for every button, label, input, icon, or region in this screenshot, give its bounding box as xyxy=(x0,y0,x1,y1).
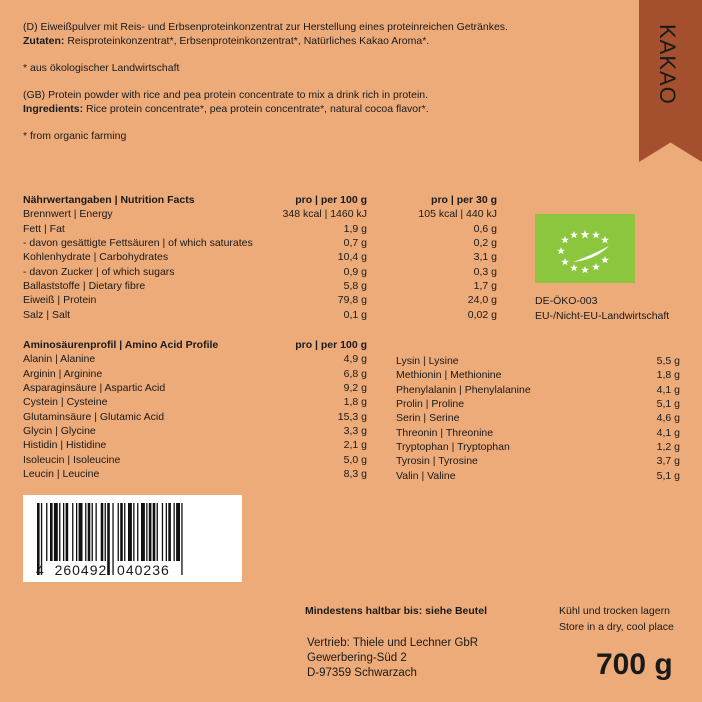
de-ingredients xyxy=(23,34,508,48)
amino-label: Glutaminsäure | Glutamic Acid xyxy=(23,410,165,423)
nutrition-header: Nährwertangaben | Nutrition Facts xyxy=(23,194,195,207)
table-row xyxy=(23,395,367,409)
nutrient-label: Salz | Salt xyxy=(23,308,71,321)
nutrient-per30: 3,1 g xyxy=(473,251,497,264)
nutrient-per100: 0,1 g xyxy=(343,308,367,321)
table-row xyxy=(23,279,497,293)
barcode-bar xyxy=(46,503,47,561)
barcode-bar xyxy=(120,503,123,561)
nutrient-per30: 105 kcal | 440 kJ xyxy=(418,208,497,221)
amino-label: Glycin | Glycine xyxy=(23,424,96,437)
table-row xyxy=(396,425,680,439)
storage-en: Store in a dry, cool place xyxy=(559,621,674,633)
de-ingredients-label: Zutaten: xyxy=(23,35,65,47)
nutrient-per100: 0,7 g xyxy=(343,237,367,250)
amino-header-row xyxy=(23,338,367,352)
distributor-line: Vertrieb: Thiele und Lechner GbR xyxy=(307,637,479,649)
barcode-bar xyxy=(181,503,182,575)
amino-label: Valin | Valine xyxy=(396,469,456,482)
best-before: Mindestens haltbar bis: siehe Beutel xyxy=(305,605,488,617)
amino-value: 9,2 g xyxy=(343,382,367,395)
nutrient-per30: 0,2 g xyxy=(473,237,497,250)
table-row xyxy=(396,411,680,425)
barcode-bar xyxy=(92,503,93,561)
barcode-bar xyxy=(101,503,104,561)
barcode-bar xyxy=(96,503,97,561)
barcode-bar xyxy=(141,503,145,561)
nutrient-per30: 0,02 g xyxy=(467,308,497,321)
nutrition-col-100g: pro | per 100 g xyxy=(295,194,367,207)
barcode-bar xyxy=(128,503,132,561)
nutrition-header-row xyxy=(23,193,497,207)
barcode-bar xyxy=(157,503,158,561)
barcode-bar xyxy=(174,503,175,561)
nutrient-label: Fett | Fat xyxy=(23,222,65,235)
amino-label: Alanin | Alanine xyxy=(23,353,96,366)
table-row xyxy=(396,368,680,382)
amino-value: 1,2 g xyxy=(656,440,680,453)
amino-value: 1,8 g xyxy=(343,396,367,409)
storage-de: Kühl und trocken lagern xyxy=(559,605,670,617)
amino-label: Phenylalanin | Phenylalanine xyxy=(396,383,531,396)
nutrition-col-30g: pro | per 30 g xyxy=(431,194,497,207)
barcode-digits: 4 260492 040236 xyxy=(36,562,170,578)
nutrient-label: Brennwert | Energy xyxy=(23,208,113,221)
net-weight: 700 g xyxy=(596,648,673,681)
table-row xyxy=(23,381,367,395)
amino-label: Tryptophan | Tryptophan xyxy=(396,440,510,453)
nutrient-per100: 0,9 g xyxy=(343,265,367,278)
table-row xyxy=(23,452,367,466)
amino-label: Isoleucin | Isoleucine xyxy=(23,453,121,466)
table-row xyxy=(396,383,680,397)
nutrient-per100: 1,9 g xyxy=(343,222,367,235)
table-row xyxy=(23,222,497,236)
barcode-bar xyxy=(66,503,69,561)
amino-value: 6,8 g xyxy=(343,367,367,380)
gb-ingredients-text: Rice protein concentrate*, pea protein concentrate*, natural cocoa flavor*. xyxy=(83,103,429,115)
nutrient-per100: 79,8 g xyxy=(337,294,367,307)
table-row xyxy=(23,438,367,452)
distributor-line: Gewerbering-Süd 2 xyxy=(307,652,407,664)
amino-label: Histidin | Histidine xyxy=(23,439,107,452)
de-description: (D) Eiweißpulver mit Reis- und Erbsenproteinkonzentrat zur Herstellung eines proteinreichen Getränkes. xyxy=(23,21,508,33)
table-row xyxy=(23,264,497,278)
table-row xyxy=(23,409,367,423)
barcode-bar xyxy=(85,503,86,561)
amino-value: 3,3 g xyxy=(343,424,367,437)
gb-ingredients xyxy=(23,102,508,116)
amino-label: Cystein | Cysteine xyxy=(23,396,108,409)
amino-label: Serin | Serine xyxy=(396,412,460,425)
nutrition-table xyxy=(23,193,497,322)
barcode-bar xyxy=(59,503,60,561)
barcode-bar xyxy=(168,503,171,561)
amino-value: 15,3 g xyxy=(337,410,367,423)
table-row xyxy=(396,440,680,454)
barcode-bar xyxy=(176,503,180,561)
table-row xyxy=(23,367,367,381)
amino-label: Tyrosin | Tyrosine xyxy=(396,455,478,468)
barcode-bar xyxy=(79,503,83,561)
barcode-bar xyxy=(153,503,156,561)
table-row xyxy=(23,467,367,481)
amino-table-right xyxy=(396,354,680,483)
eu-leaf-stars-icon xyxy=(535,214,635,283)
amino-header: Aminosäurenprofil | Amino Acid Profile xyxy=(23,339,219,352)
table-row xyxy=(23,293,497,307)
distributor-line: D-97359 Schwarzach xyxy=(307,667,417,679)
amino-value: 4,1 g xyxy=(656,383,680,396)
barcode-bar xyxy=(72,503,73,561)
table-row xyxy=(23,307,497,321)
barcode-bar xyxy=(105,503,106,561)
organic-origin: EU-/Nicht-EU-Landwirtschaft xyxy=(535,310,670,322)
table-row xyxy=(396,354,680,368)
amino-value: 1,8 g xyxy=(656,369,680,382)
flavor-label: KAKAO xyxy=(655,24,680,105)
barcode-bar xyxy=(76,503,77,561)
amino-label: Methionin | Methionine xyxy=(396,369,502,382)
barcode-bar xyxy=(54,503,58,561)
nutrient-label: Kohlenhydrate | Carbohydrates xyxy=(23,251,169,264)
amino-value: 3,7 g xyxy=(656,455,680,468)
nutrient-per100: 348 kcal | 1460 kJ xyxy=(282,208,367,221)
amino-col-100g: pro | per 100 g xyxy=(295,339,367,352)
barcode-bar xyxy=(133,503,134,561)
nutrient-per30: 0,6 g xyxy=(473,222,497,235)
amino-label: Arginin | Arginine xyxy=(23,367,103,380)
table-row xyxy=(23,352,367,366)
table-row xyxy=(396,468,680,482)
amino-value: 5,1 g xyxy=(656,398,680,411)
barcode-bar xyxy=(137,503,138,561)
barcode-bar xyxy=(124,503,125,561)
nutrient-label: - davon gesättigte Fettsäuren | of which saturates xyxy=(23,237,253,250)
barcode-bar xyxy=(149,503,152,561)
nutrient-label: - davon Zucker | of which sugars xyxy=(23,265,175,278)
nutrient-per100: 5,8 g xyxy=(343,279,367,292)
amino-value: 5,5 g xyxy=(656,355,680,368)
amino-label: Asparaginsäure | Aspartic Acid xyxy=(23,382,166,395)
amino-label: Lysin | Lysine xyxy=(396,355,459,368)
barcode-bar xyxy=(146,503,147,561)
nutrient-per30: 24,0 g xyxy=(467,294,497,307)
amino-label: Leucin | Leucine xyxy=(23,467,100,480)
amino-label: Prolin | Proline xyxy=(396,398,465,411)
amino-table-left xyxy=(23,338,367,481)
organic-code: DE-ÖKO-003 xyxy=(535,295,598,307)
amino-value: 4,1 g xyxy=(656,426,680,439)
de-ingredients-text: Reisproteinkonzentrat*, Erbsenproteinkonzentrat*, Natürliches Kakao Aroma*. xyxy=(64,35,430,47)
table-row xyxy=(396,397,680,411)
table-row xyxy=(23,424,367,438)
amino-label: Threonin | Threonine xyxy=(396,426,494,439)
table-row xyxy=(23,236,497,250)
table-row xyxy=(23,207,497,221)
amino-value: 4,9 g xyxy=(343,353,367,366)
barcode-bar xyxy=(63,503,64,561)
barcode-bar xyxy=(162,503,163,561)
amino-value: 8,3 g xyxy=(343,467,367,480)
amino-value: 5,1 g xyxy=(656,469,680,482)
table-row xyxy=(396,454,680,468)
amino-value: 5,0 g xyxy=(343,453,367,466)
table-row xyxy=(23,250,497,264)
amino-value: 4,6 g xyxy=(656,412,680,425)
barcode-bar xyxy=(166,503,167,561)
nutrient-per30: 0,3 g xyxy=(473,265,497,278)
nutrient-label: Eiweiß | Protein xyxy=(23,294,97,307)
distributor-address xyxy=(307,636,478,681)
gb-footnote: * from organic farming xyxy=(23,130,127,142)
nutrient-per100: 10,4 g xyxy=(337,251,367,264)
nutrient-label: Ballaststoffe | Dietary fibre xyxy=(23,279,146,292)
gb-description: (GB) Protein powder with rice and pea protein concentrate to mix a drink rich in protein. xyxy=(23,89,429,101)
barcode-bar xyxy=(50,503,53,561)
eu-organic-logo xyxy=(535,214,635,283)
ingredients-block xyxy=(23,20,508,143)
gb-ingredients-label: Ingredients: xyxy=(23,103,84,115)
de-footnote: * aus ökologischer Landwirtschaft xyxy=(23,62,180,74)
amino-value: 2,1 g xyxy=(343,439,367,452)
nutrient-per30: 1,7 g xyxy=(473,279,497,292)
barcode-bar xyxy=(88,503,91,561)
barcode-bar xyxy=(118,503,119,561)
